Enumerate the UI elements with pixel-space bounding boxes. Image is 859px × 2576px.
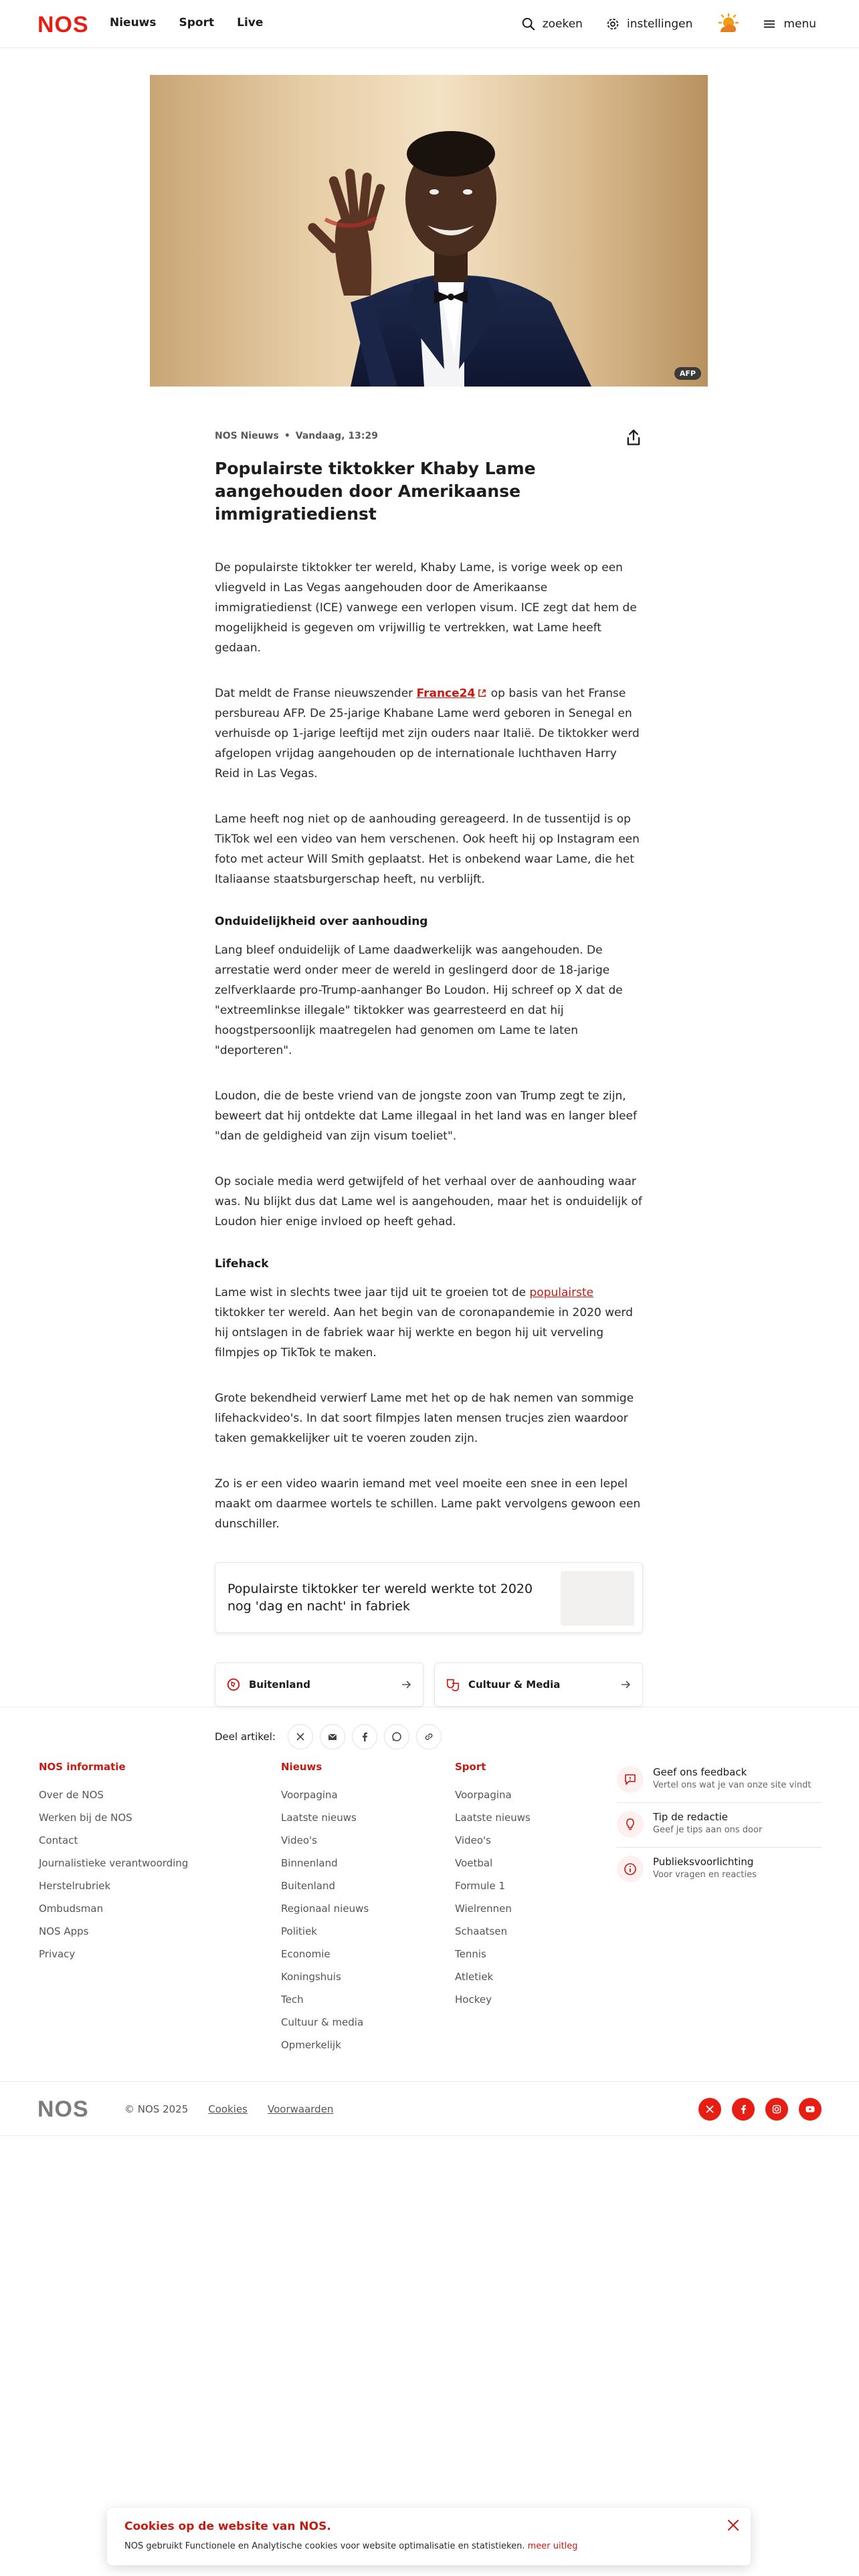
- populairste-link[interactable]: populairste: [529, 1286, 594, 1299]
- footer-link[interactable]: Over de NOS: [39, 1789, 104, 1801]
- footer-link[interactable]: Wielrennen: [455, 1903, 512, 1915]
- cookie-text: [124, 2541, 578, 2551]
- x-icon: [704, 2104, 715, 2115]
- related-article-title: Populairste tiktokker ter wereld werkte tot 2020 nog 'dag en nacht' in fabriek: [227, 1582, 533, 1614]
- globe-icon: [226, 1677, 241, 1692]
- info-icon: [617, 1856, 644, 1883]
- instagram-icon: [771, 2104, 782, 2115]
- footer-link[interactable]: Journalistieke verantwoording: [39, 1857, 189, 1869]
- cookie-body: NOS gebruikt Functionele en Analytische cookies voor website optimalisatie en statistieken.: [124, 2541, 528, 2551]
- article-subheading: Onduidelijkheid over aanhouding: [215, 915, 428, 928]
- related-article-card[interactable]: [215, 1562, 643, 1633]
- facebook-icon: [738, 2104, 749, 2115]
- tag-label: Buitenland: [249, 1679, 310, 1691]
- footer-link[interactable]: Buitenland: [281, 1880, 335, 1892]
- gear-icon: [605, 17, 620, 31]
- site-header: [0, 0, 859, 48]
- footer-link[interactable]: Herstelrubriek: [39, 1880, 111, 1892]
- footer-link[interactable]: Tennis: [455, 1948, 486, 1960]
- contact-title: Publieksvoorlichting: [653, 1856, 754, 1868]
- feedback-link[interactable]: [617, 1758, 822, 1803]
- hero-illustration: [150, 75, 708, 387]
- footer-link[interactable]: Voetbal: [455, 1857, 493, 1869]
- tag-label: Cultuur & Media: [468, 1679, 561, 1691]
- menu-label: menu: [783, 17, 816, 31]
- contact-title: Geef ons feedback: [653, 1766, 747, 1778]
- contact-title: Tip de redactie: [653, 1811, 728, 1823]
- paragraph-text: tiktokker ter wereld. Aan het begin van de coronapandemie in 2020 werd hij ontslagen in de fabriek waar hij werkte en begon hij uit verveling filmpjes op TikTok te maken.: [215, 1306, 634, 1360]
- publieksvoorlichting-link[interactable]: [617, 1848, 822, 1892]
- x-social-link[interactable]: [698, 2098, 721, 2121]
- tag-buitenland[interactable]: [215, 1662, 423, 1707]
- footer-bottom-bar: [0, 2081, 859, 2136]
- cookie-banner: [107, 2508, 751, 2565]
- footer-col-title: Sport: [455, 1761, 486, 1773]
- footer-link[interactable]: Schaatsen: [455, 1925, 508, 1937]
- menu-button[interactable]: [762, 17, 816, 31]
- related-article-thumbnail: [561, 1571, 634, 1626]
- footer-link[interactable]: Laatste nieuws: [455, 1812, 531, 1824]
- footer-col-nieuws: [281, 1761, 369, 2056]
- social-links: [698, 2098, 822, 2121]
- footer-link[interactable]: Opmerkelijk: [281, 2039, 341, 2051]
- legal-links: [124, 2103, 333, 2115]
- nos-logo[interactable]: NOS: [37, 12, 89, 37]
- footer-link[interactable]: Privacy: [39, 1948, 76, 1960]
- search-label: zoeken: [542, 17, 583, 31]
- article-paragraph: Lang bleef onduidelijk of Lame daadwerkelijk was aangehouden. De arrestatie werd onder meer de wereld in geslingerd door de 18-jarige zelfverklaarde pro-Trump-aanhanger Bo Loudon. Hij schreef op X dat de "extreemlinkse illegale" tiktokker was gearresteerd en dat hij hoogstpersoonlijk maatregelen had genomen om Lame te laten "deporteren".: [215, 944, 623, 1057]
- article-subheading: Lifehack: [215, 1257, 269, 1271]
- article-meta: [215, 428, 643, 444]
- footer-link[interactable]: Binnenland: [281, 1857, 338, 1869]
- footer-link[interactable]: Laatste nieuws: [281, 1812, 357, 1824]
- hamburger-icon: [762, 17, 777, 31]
- weather-icon[interactable]: [715, 12, 739, 36]
- cookies-link[interactable]: Cookies: [208, 2103, 248, 2115]
- article-paragraph: Grote bekendheid verwierf Lame met het op de hak nemen van sommige lifehackvideo's. In dat soort filmpjes laten mensen trucjes zien waardoor taken gemakkelijker uit te voeren zouden zijn.: [215, 1392, 634, 1445]
- nav-live[interactable]: Live: [237, 16, 264, 29]
- paragraph-text: Lame wist in slechts twee jaar tijd uit te groeien tot de: [215, 1286, 530, 1299]
- nav-nieuws[interactable]: Nieuws: [110, 16, 157, 29]
- footer-link[interactable]: NOS Apps: [39, 1925, 89, 1937]
- settings-button[interactable]: [605, 17, 692, 31]
- footer-link[interactable]: Koningshuis: [281, 1971, 341, 1983]
- footer-link[interactable]: Werken bij de NOS: [39, 1812, 132, 1824]
- footer-link[interactable]: Contact: [39, 1834, 78, 1846]
- arrow-right-icon: [400, 1679, 412, 1691]
- footer-link[interactable]: Video's: [281, 1834, 317, 1846]
- footer-link[interactable]: Regionaal nieuws: [281, 1903, 369, 1915]
- cookie-more-link[interactable]: meer uitleg: [527, 2541, 578, 2551]
- youtube-icon: [805, 2104, 816, 2115]
- footer-link[interactable]: Voorpagina: [455, 1789, 512, 1801]
- paragraph-text: Dat meldt de Franse nieuwszender: [215, 687, 417, 700]
- main-nav: [110, 16, 263, 29]
- share-label: Deel artikel:: [215, 1731, 276, 1743]
- copyright: © NOS 2025: [124, 2103, 189, 2115]
- topic-tags: [215, 1662, 643, 1707]
- close-icon[interactable]: [725, 2517, 741, 2533]
- article-paragraph: Op sociale media werd getwijfeld of het verhaal over de aanhouding waar was. Nu blijkt dus dat Lame wel is aangehouden, maar het is onduidelijk of Loudon hier enige invloed op heeft gehad.: [215, 1175, 642, 1228]
- footer-contact-box: [617, 1758, 822, 1892]
- article-title: Populairste tiktokker Khaby Lame aangehouden door Amerikaanse immigratiedienst: [215, 459, 536, 524]
- search-icon: [521, 17, 536, 31]
- feedback-icon: [617, 1766, 644, 1793]
- footer-col-nos-informatie: [39, 1761, 188, 1965]
- footer-col-sport: [455, 1761, 531, 2011]
- footer-link[interactable]: Video's: [455, 1834, 491, 1846]
- theater-masks-icon: [446, 1677, 460, 1692]
- terms-link[interactable]: Voorwaarden: [268, 2103, 334, 2115]
- footer-link[interactable]: Atletiek: [455, 1971, 494, 1983]
- search-button[interactable]: [521, 17, 583, 31]
- tag-cultuur-media[interactable]: [434, 1662, 643, 1707]
- article-hero-image: [150, 75, 708, 387]
- external-link-icon: [477, 688, 487, 698]
- footer-nos-logo[interactable]: NOS: [37, 2097, 89, 2122]
- youtube-social-link[interactable]: [799, 2098, 822, 2121]
- article-paragraph: De populairste tiktokker ter wereld, Khaby Lame, is vorige week op een vliegveld in Las Vegas aangehouden door de Amerikaanse immigratiedienst (ICE) vanwege een verlopen visum. ICE zegt dat hem de mogelijkheid is gegeven om vrijwillig te vertrekken, wat Lame heeft gedaan.: [215, 561, 637, 655]
- article-body: [215, 428, 643, 1749]
- header-tools: [521, 12, 816, 36]
- contact-subtitle: Vertel ons wat je van onze site vindt: [653, 1780, 812, 1790]
- footer-link[interactable]: Cultuur & media: [281, 2016, 364, 2028]
- settings-label: instellingen: [626, 17, 693, 31]
- france24-link[interactable]: France24: [416, 687, 476, 700]
- facebook-social-link[interactable]: [732, 2098, 755, 2121]
- footer-link[interactable]: Politiek: [281, 1925, 317, 1937]
- tip-link[interactable]: [617, 1803, 822, 1848]
- footer-col-title: Nieuws: [281, 1761, 322, 1773]
- share-icon[interactable]: [624, 428, 643, 447]
- lightbulb-icon: [617, 1811, 644, 1838]
- footer-link[interactable]: Voorpagina: [281, 1789, 338, 1801]
- footer-link[interactable]: Tech: [281, 1994, 304, 2006]
- article-paragraph: Lame heeft nog niet op de aanhouding gereageerd. In de tussentijd is op TikTok wel een video van hem verschenen. Ook heeft hij op Instagram een foto met acteur Will Smith geplaatst. Het is onbekend waar Lame, die het Italiaanse staatsburgerschap heeft, nu verblijft.: [215, 813, 640, 886]
- contact-subtitle: Geef je tips aan ons door: [653, 1825, 763, 1835]
- footer-link[interactable]: Hockey: [455, 1994, 492, 2006]
- instagram-social-link[interactable]: [765, 2098, 788, 2121]
- site-footer: [0, 1707, 859, 2081]
- article-time: Vandaag, 13:29: [295, 431, 378, 441]
- nav-sport[interactable]: Sport: [179, 16, 215, 29]
- meta-separator: •: [284, 431, 290, 441]
- footer-link[interactable]: Formule 1: [455, 1880, 505, 1892]
- footer-link[interactable]: Economie: [281, 1948, 330, 1960]
- photo-credit-badge: AFP: [674, 367, 701, 380]
- arrow-right-icon: [619, 1679, 632, 1691]
- paragraph-text: op basis van het Franse persbureau AFP. De 25-jarige Khabane Lame werd geboren in Senegal en verhuisde op 1-jarige leeftijd met zijn ouders naar Italië. De tiktokker werd afgelopen vrijdag aangehouden op de internationale luchthaven Harry Reid in Las Vegas.: [215, 687, 640, 780]
- article-paragraph: Loudon, die de beste vriend van de jongste zoon van Trump zegt te zijn, beweert dat hij ontdekte dat Lame illegaal in het land was en langer bleef "dan de geldigheid van zijn visum toeliet".: [215, 1089, 637, 1143]
- contact-subtitle: Voor vragen en reacties: [653, 1870, 757, 1880]
- article-source: NOS Nieuws: [215, 431, 279, 441]
- article-paragraph: [215, 1283, 643, 1363]
- article-paragraph: [215, 683, 643, 784]
- footer-col-title: NOS informatie: [39, 1761, 126, 1773]
- article-paragraph: Zo is er een video waarin iemand met veel moeite een snee in een lepel maakt om daarmee wortels te schillen. Lame pakt vervolgens gewoon een dunschiller.: [215, 1477, 641, 1531]
- footer-link[interactable]: Ombudsman: [39, 1903, 104, 1915]
- cookie-title: Cookies op de website van NOS.: [124, 2520, 331, 2533]
